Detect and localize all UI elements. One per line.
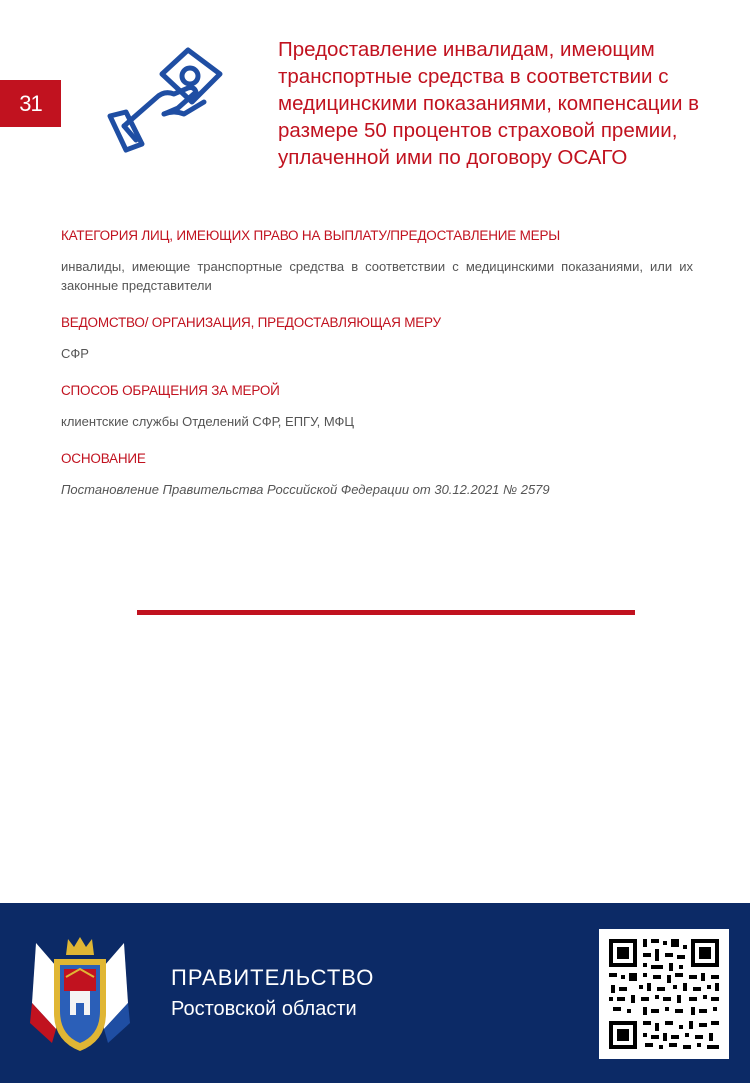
section-heading-agency: ВЕДОМСТВО/ ОРГАНИЗАЦИЯ, ПРЕДОСТАВЛЯЮЩАЯ МЕРУ (61, 315, 441, 330)
coat-of-arms-icon (22, 933, 138, 1057)
footer-subtitle: Ростовской области (171, 998, 357, 1020)
footer-title: ПРАВИТЕЛЬСТВО (171, 965, 375, 990)
section-value-agency: СФР (61, 346, 89, 361)
page-number: 31 (0, 80, 61, 127)
hand-with-money-icon (104, 44, 230, 156)
page-title: Предоставление инвалидам, имеющим транспортные средства в соответствии с медицинскими показаниями, компенсации в размере 50 процентов страховой премии, уплаченной ими по договору ОСАГО (278, 38, 699, 169)
footer-banner (0, 903, 750, 1083)
section-value-category: инвалиды, имеющие транспортные средства в соответствии с медицинскими показаниями, или их законные представители (61, 259, 693, 293)
section-value-method: клиентские службы Отделений СФР, ЕПГУ, МФЦ (61, 414, 355, 429)
qr-code-icon[interactable] (599, 929, 729, 1059)
section-divider (137, 610, 635, 615)
section-value-basis: Постановление Правительства Российской Федерации от 30.12.2021 № 2579 (61, 482, 550, 497)
section-heading-basis: ОСНОВАНИЕ (61, 451, 146, 466)
section-heading-method: СПОСОБ ОБРАЩЕНИЯ ЗА МЕРОЙ (61, 383, 280, 398)
measure-details (61, 228, 693, 519)
section-heading-category: КАТЕГОРИЯ ЛИЦ, ИМЕЮЩИХ ПРАВО НА ВЫПЛАТУ/ПРЕДОСТАВЛЕНИЕ МЕРЫ (61, 228, 561, 243)
